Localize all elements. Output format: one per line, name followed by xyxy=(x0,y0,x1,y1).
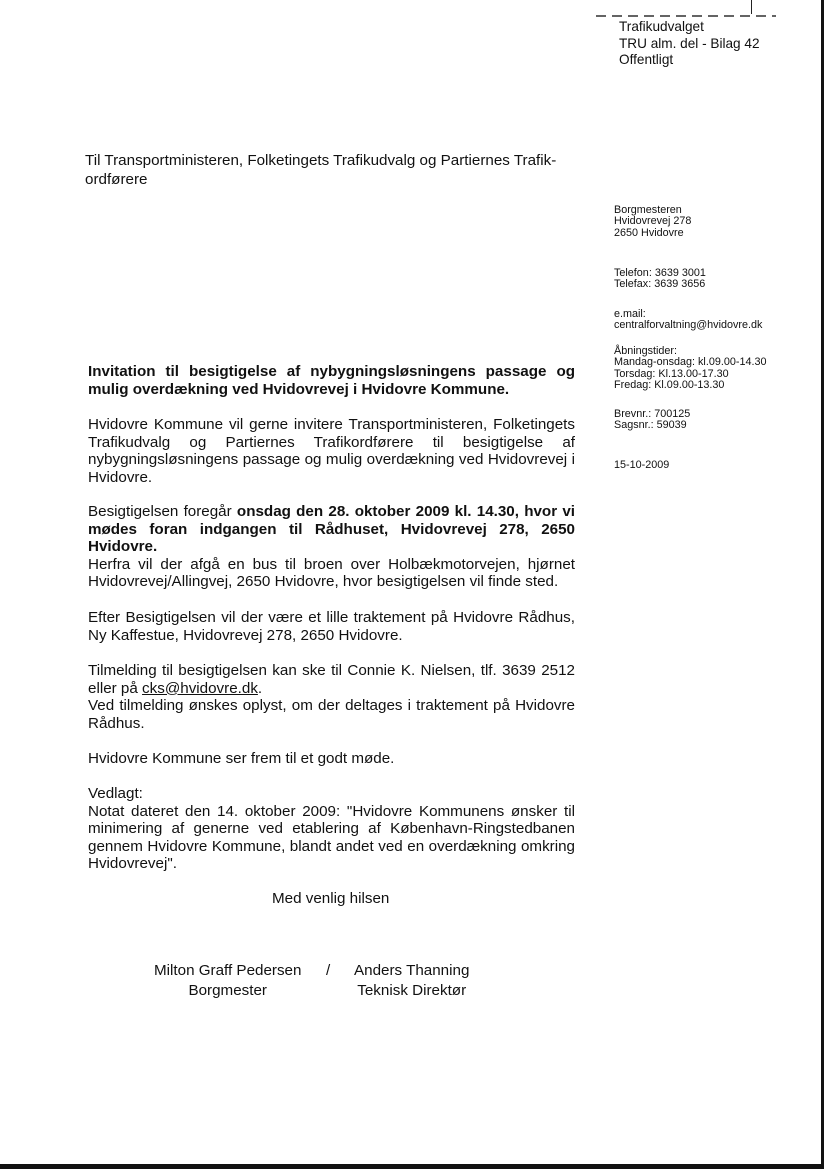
case-number: Sagsnr.: 59039 xyxy=(614,419,687,432)
recipients: Til Transportministeren, Folketingets Trafikudvalg og Partiernes Trafik-ordførere xyxy=(85,152,557,188)
closing-greeting: Med venlig hilsen xyxy=(272,890,390,907)
signatory-name: Anders Thanning xyxy=(354,962,470,979)
opening-hours-line: Mandag-onsdag: kl.09.00-14.30 xyxy=(614,356,767,369)
paragraph-invitation xyxy=(88,416,575,486)
contact-email xyxy=(614,309,762,332)
letter-subject: Invitation til besigtigelse af nybygningsløsningens passage og mulig overdækning ved Hvidovrevej i Hvidovre Kommune. xyxy=(88,363,575,398)
scan-border-bottom xyxy=(0,1164,824,1169)
signature-left xyxy=(154,961,301,1001)
signatory-title: Borgmester xyxy=(188,982,267,999)
opening-hours-label: Åbningstider: xyxy=(614,345,678,357)
signature-separator: / xyxy=(326,962,331,979)
scan-artifact-line xyxy=(596,15,776,17)
paragraph-reception xyxy=(88,609,575,644)
paragraph-text: Hvidovre Kommune ser frem til et godt møde. xyxy=(88,750,395,767)
sender-line: Hvidovrevej 278 xyxy=(614,215,692,228)
paragraph-registration xyxy=(88,662,575,732)
registration-end: . xyxy=(257,679,263,697)
opening-hours-line: Torsdag: Kl.13.00-17.30 xyxy=(614,367,729,380)
opening-hours-line: Fredag: Kl.09.00-13.30 xyxy=(614,379,725,392)
paragraph-closing-remark xyxy=(88,750,575,768)
fax-number: Telefax: 3639 3656 xyxy=(614,278,706,291)
sender-address xyxy=(614,205,691,239)
case-references xyxy=(614,409,690,432)
sender-line: Borgmesteren xyxy=(614,204,682,216)
letter-number: Brevnr.: 700125 xyxy=(614,408,691,420)
classification: Offentligt xyxy=(619,52,674,67)
contact-phone xyxy=(614,268,706,291)
signatory-name: Milton Graff Pedersen xyxy=(154,962,302,979)
signatory-title: Teknisk Direktør xyxy=(357,982,467,999)
email-link[interactable]: cks@hvidovre.dk xyxy=(142,679,258,697)
enclosure-label: Vedlagt: xyxy=(88,785,143,802)
enclosure xyxy=(88,785,575,873)
phone-number: Telefon: 3639 3001 xyxy=(614,267,706,279)
scan-border-top-right xyxy=(751,0,824,14)
paragraph-text xyxy=(88,662,575,697)
paragraph-text: Herfra vil der afgå en bus til broen over Holbækmotorvejen, hjørnet Hvidovrevej/Allingvej, 2650 Hvidovre, hvor besigtigelsen vil finde sted. xyxy=(88,555,575,591)
meeting-intro: Besigtigelsen foregår xyxy=(88,503,237,520)
paragraph-text: Efter Besigtigelsen vil der være et lille traktement på Hvidovre Rådhus, Ny Kaffestue, Hvidovrevej 278, 2650 Hvidovre. xyxy=(88,609,575,644)
opening-hours xyxy=(614,346,766,392)
paragraph-text: Hvidovre Kommune vil gerne invitere Transportministeren, Folketingets Trafikudvalg og Partiernes Trafikordførere til besigtigelse af nybygningsløsningens passage og mulig overdækning ved Hvidovrevej i Hvidovre. xyxy=(88,416,575,486)
appendix-reference: TRU alm. del - Bilag 42 xyxy=(619,35,760,51)
registration-intro: Tilmelding til besigtigelsen kan ske til Connie K. Nielsen, tlf. 3639 2512 eller på xyxy=(88,662,575,697)
enclosure-text: Notat dateret den 14. oktober 2009: "Hvidovre Kommunens ønsker til minimering af generne ved etablering af København-Ringstedbanen gennem Hvidovre Kommune, blandt andet ved en overdækning omkring Hvidovrevej". xyxy=(88,802,575,873)
email-address: centralforvaltning@hvidovre.dk xyxy=(614,319,763,332)
email-label: e.mail: xyxy=(614,308,646,320)
paragraph-text xyxy=(88,503,575,556)
document-header xyxy=(619,19,760,69)
sender-line: 2650 Hvidovre xyxy=(614,226,684,239)
signature-right xyxy=(354,961,469,1001)
paragraph-text: Ved tilmelding ønskes oplyst, om der deltages i traktement på Hvidovre Rådhus. xyxy=(88,697,575,732)
meeting-time-place: onsdag den 28. oktober 2009 kl. 14.30, hvor vi mødes foran indgangen til Rådhuset, Hvidovrevej 278, 2650 Hvidovre. xyxy=(88,503,575,556)
letter-date: 15-10-2009 xyxy=(614,459,670,471)
paragraph-meeting xyxy=(88,503,575,591)
committee-name: Trafikudvalget xyxy=(619,19,704,34)
